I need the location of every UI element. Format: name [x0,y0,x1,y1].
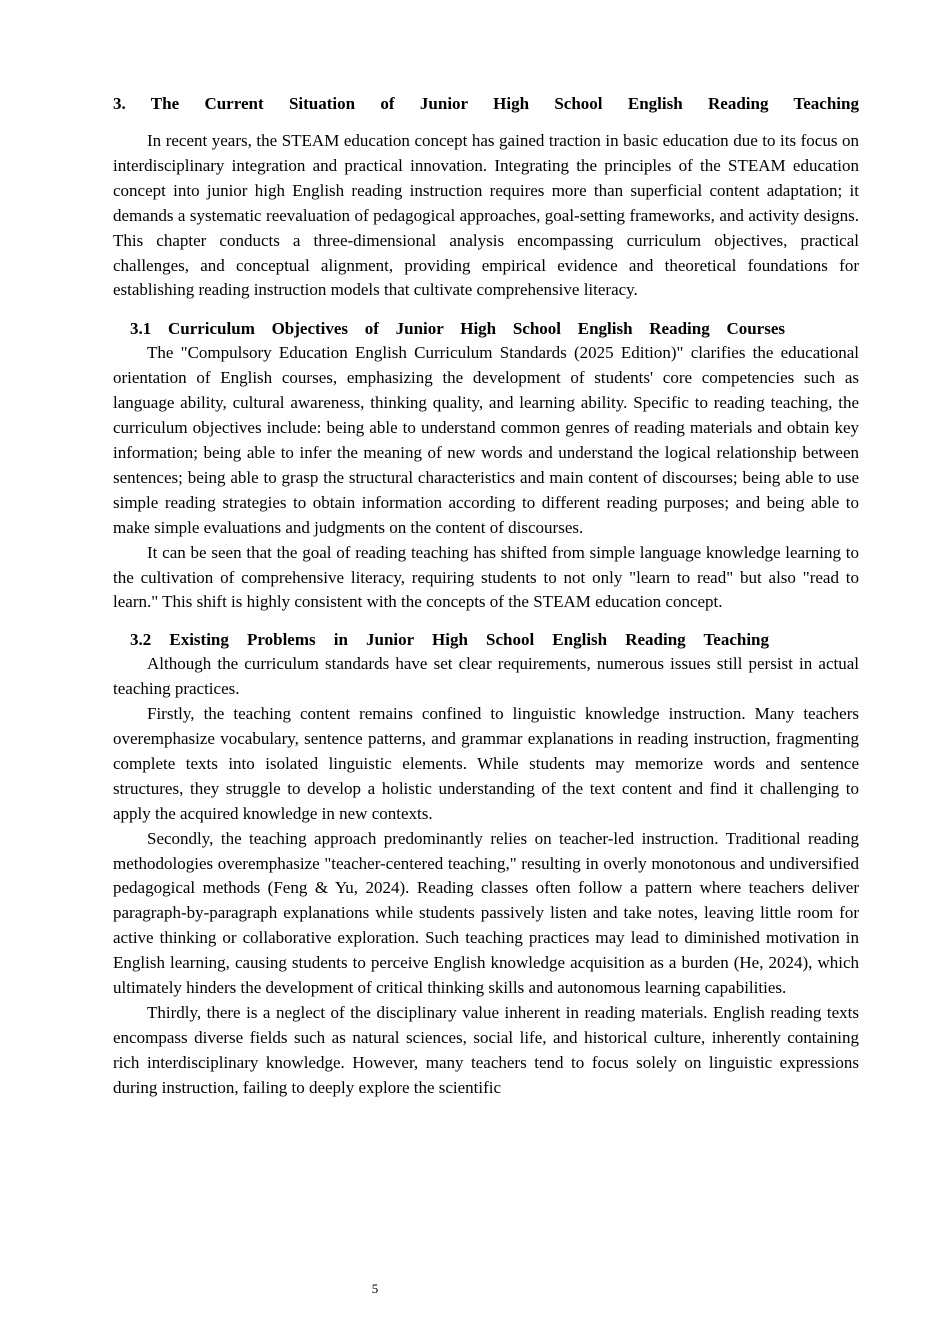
paragraph: Secondly, the teaching approach predominantly relies on teacher-led instruction. Traditional reading methodologies overemphasize "teacher-centered teaching," resulting in overly monotonous and undiversified pedagogical methods (Feng & Yu, 2024). Reading classes often follow a pattern where teachers deliver paragraph-by-paragraph explanations while students passively listen and take notes, leaving little room for active thinking or collaborative exploration. Such teaching practices may lead to diminished motivation in English learning, causing students to perceive English knowledge acquisition as a burden (He, 2024), which ultimately hinders the development of critical thinking skills and autonomous learning capabilities. [113,828,859,998]
page-number: 5 [371,1281,379,1296]
paragraph: Although the curriculum standards have set clear requirements, numerous issues still persist in actual teaching practices. [113,654,859,699]
subsection-heading-3-1: 3.1 Curriculum Objectives of Junior High School English Reading Courses [130,319,785,339]
paragraph: Firstly, the teaching content remains confined to linguistic knowledge instruction. Many teachers overemphasize vocabulary, sentence patterns, and grammar explanations in reading instruction, fragmenting complete texts into isolated linguistic elements. While students may memorize words and sentence structures, they struggle to develop a holistic understanding of the text content and find it challenging to apply the acquired knowledge in new contexts. [113,704,859,823]
subsection-heading-3-2: 3.2 Existing Problems in Junior High School English Reading Teaching [130,630,769,650]
paragraph: It can be seen that the goal of reading teaching has shifted from simple language knowledge learning to the cultivation of comprehensive literacy, requiring students to not only "learn to read" but also "read to learn." This shift is highly consistent with the concepts of the STEAM education concept. [113,542,859,612]
paragraph: The "Compulsory Education English Curriculum Standards (2025 Edition)" clarifies the educational orientation of English courses, emphasizing the development of students' core competencies such as language ability, cultural awareness, thinking quality, and learning ability. Specific to reading teaching, the curriculum objectives include: being able to understand common genres of reading materials and obtain key information; being able to infer the meaning of new words and understand the logical relationship between sentences; being able to grasp the structural characteristics and main content of discourses; being able to use simple reading strategies to obtain information according to different reading purposes; and being able to make simple evaluations and judgments on the content of discourses. [113,343,859,537]
paragraph: Thirdly, there is a neglect of the disciplinary value inherent in reading materials. English reading texts encompass diverse fields such as natural sciences, social life, and historical culture, inherently containing rich interdisciplinary knowledge. However, many teachers tend to focus solely on linguistic expressions during instruction, failing to deeply explore the scientific [113,1003,859,1097]
intro-paragraph: In recent years, the STEAM education concept has gained traction in basic education due to its focus on interdisciplinary integration and practical innovation. Integrating the principles of the STEAM education concept into junior high English reading instruction requires more than superficial content adaptation; it demands a systematic reevaluation of pedagogical approaches, goal-setting frameworks, and activity designs. This chapter conducts a three-dimensional analysis encompassing curriculum objectives, practical challenges, and conceptual alignment, providing empirical evidence and theoretical foundations for establishing reading instruction models that cultivate comprehensive literacy. [113,131,859,300]
section-heading: 3. The Current Situation of Junior High School English Reading Teaching [113,94,859,113]
document-page [113,92,859,1101]
